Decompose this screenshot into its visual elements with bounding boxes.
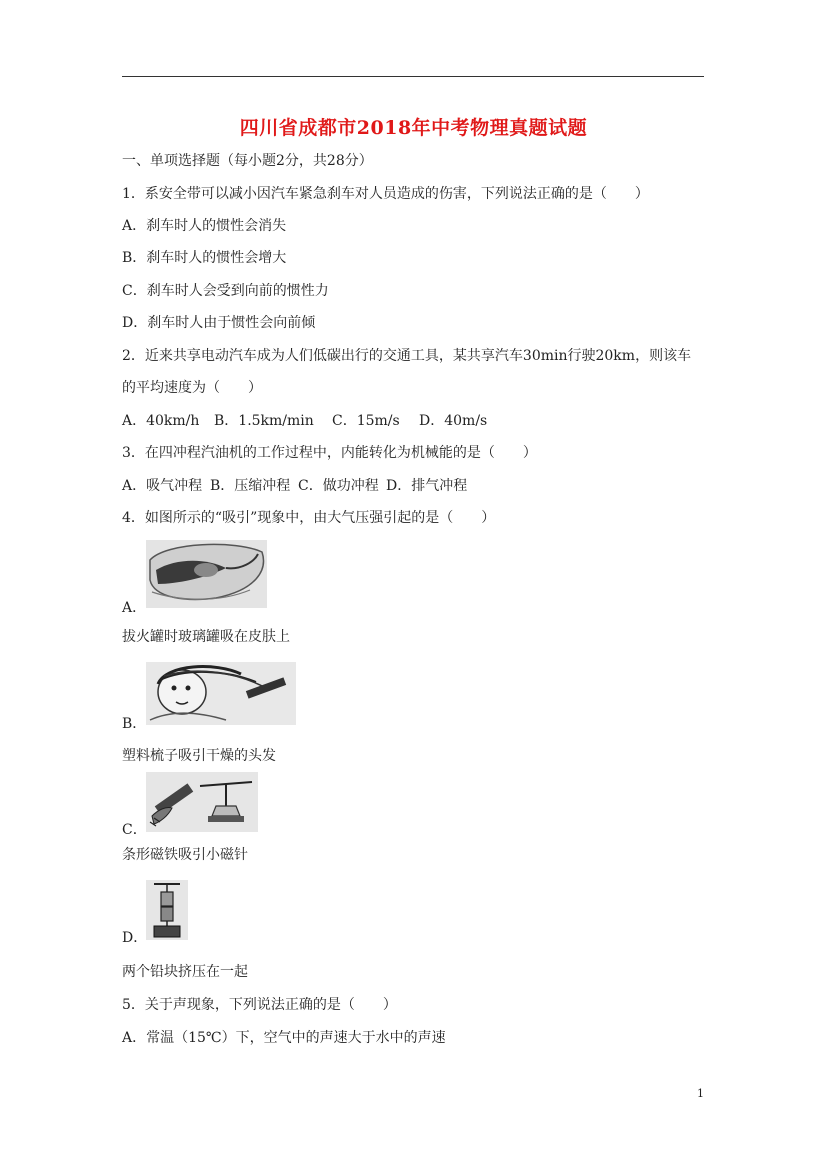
comb-hair-illustration	[146, 662, 296, 725]
question-2-option-a: A．40km/h	[122, 413, 200, 429]
document-title: 四川省成都市2018年中考物理真题试题	[239, 117, 588, 139]
question-2-option-c: C．15m/s	[332, 413, 400, 429]
question-4-option-b-caption: 塑料梳子吸引干燥的头发	[122, 748, 276, 764]
question-1-option-a: A．刹车时人的惯性会消失	[122, 218, 287, 234]
question-2-option-b: B．1.5km/min	[214, 413, 314, 429]
question-3-option-a: A．吸气冲程	[122, 478, 203, 494]
question-4-image-a	[146, 540, 267, 608]
question-4-option-d-caption: 两个铅块挤压在一起	[122, 964, 248, 980]
question-4-option-a-caption: 拔火罐时玻璃罐吸在皮肤上	[122, 629, 290, 645]
question-4-image-d	[146, 880, 188, 940]
page-number: 1	[697, 1087, 704, 1100]
lead-blocks-illustration	[146, 880, 188, 940]
question-3-stem: 3．在四冲程汽油机的工作过程中，内能转化为机械能的是（ ）	[122, 445, 537, 461]
question-4-option-c-letter: C．	[122, 822, 147, 838]
question-1-stem: 1．系安全带可以减小因汽车紧急刹车对人员造成的伤害，下列说法正确的是（ ）	[122, 186, 649, 202]
question-3-options	[122, 476, 467, 496]
question-1-option-c: C．刹车时人会受到向前的惯性力	[122, 283, 329, 299]
question-4-option-b-letter: B．	[122, 716, 147, 732]
question-3-option-b: B．压缩冲程	[210, 478, 291, 494]
question-4-image-c	[146, 772, 258, 832]
question-2-stem-continued: 的平均速度为（ ）	[122, 380, 262, 396]
question-5-stem: 5．关于声现象，下列说法正确的是（ ）	[122, 997, 397, 1013]
header-rule	[122, 76, 704, 77]
cupping-illustration	[146, 540, 267, 608]
question-2-option-d: D．40m/s	[419, 413, 488, 429]
section-heading: 一、单项选择题（每小题2分，共28分）	[122, 153, 373, 169]
question-4-option-c-caption: 条形磁铁吸引小磁针	[122, 847, 248, 863]
question-5-option-a: A．常温（15℃）下，空气中的声速大于水中的声速	[122, 1030, 446, 1046]
question-1-option-d: D．刹车时人由于惯性会向前倾	[122, 315, 316, 331]
question-2-stem: 2．近来共享电动汽车成为人们低碳出行的交通工具，某共享汽车30min行驶20km，则该车	[122, 348, 692, 364]
question-3-option-d: D．排气冲程	[386, 478, 468, 494]
question-4-option-d-letter: D．	[122, 930, 148, 946]
question-3-option-c: C．做功冲程	[298, 478, 379, 494]
question-1-option-b: B．刹车时人的惯性会增大	[122, 250, 287, 266]
question-4-image-b	[146, 662, 296, 725]
magnet-needle-illustration	[146, 772, 258, 832]
question-2-options	[122, 411, 487, 431]
question-4-stem: 4．如图所示的“吸引”现象中，由大气压强引起的是（ ）	[122, 510, 496, 526]
question-4-option-a-letter: A．	[122, 600, 147, 616]
